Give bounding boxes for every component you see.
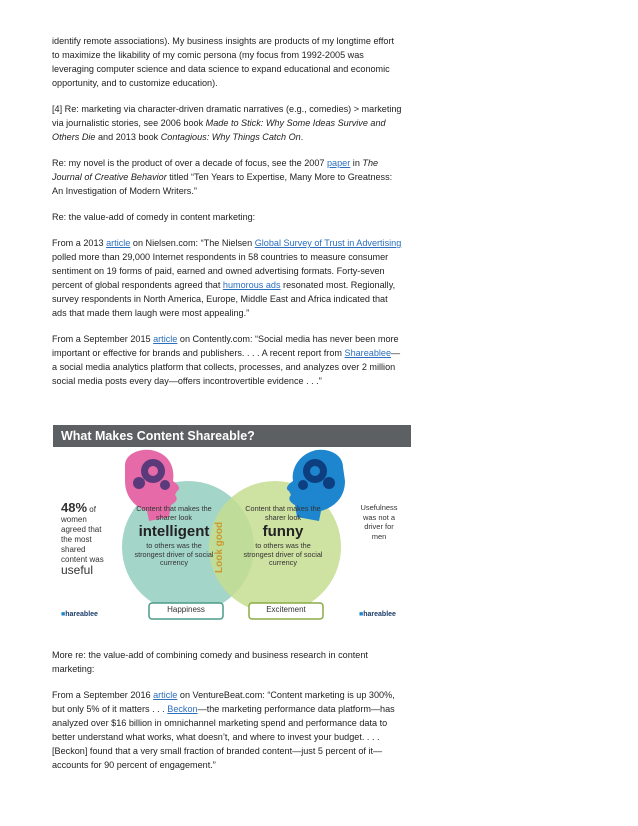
brand-logo-right xyxy=(359,611,396,618)
text: useful xyxy=(61,563,94,577)
text: Content that makes the sharer look xyxy=(136,504,212,522)
text: polled more than 29,000 Internet respondents in 58 countries to measure consumer sentiment on 19 forms of paid, earned and owned advertising formats. Forty-seven percent of global respondents agreed that xyxy=(52,252,389,290)
right-note xyxy=(349,503,409,541)
book-title-contagious: Contagious: Why Things Catch On xyxy=(160,132,301,142)
paragraph-more-value-add xyxy=(52,648,402,676)
journal-title: The Journal of Creative Behavior xyxy=(52,158,379,182)
text: and 2013 book xyxy=(95,132,161,142)
text: titled “Ten Years to Expertise, Many More to Greatness: An Investigation of Modern Writers.” xyxy=(52,172,393,196)
look-good-label: Look good xyxy=(214,521,225,573)
paragraph-text: identify remote associations). My business insights are products of my longtime effort to maximize the likability of my comic persona (my focus from 1992-2005 was leveraging computer science and data science to expand educational and economic opportunity, and to customize education). xyxy=(52,36,395,88)
shareable-content-infographic xyxy=(53,425,411,625)
infographic-title: What Makes Content Shareable? xyxy=(53,425,411,447)
text: . xyxy=(300,132,304,142)
brand-text: hareablee xyxy=(363,611,396,618)
brand-logo-left xyxy=(61,611,98,618)
text: —a social media analytics platform that collects, processes, and analyzes over 2 million social media posts every day—offers incontrovertible evidence . . .” xyxy=(52,348,401,386)
text: Re: my novel is the product of over a decade of focus, see the 2007 xyxy=(52,158,327,168)
text: From a 2013 xyxy=(52,238,107,248)
text: —the marketing performance data platform—has analyzed over $16 billion in omnichannel marketing spend and performance data to better understand what works, what doesn’t, and where to invest your budget. . . . [Beckon] found that a very small fraction of branded content—just 5 percent of it—accounts for 90 percent of engagement.” xyxy=(52,704,395,770)
nielsen-article-link[interactable]: article xyxy=(106,238,131,248)
right-circle-text xyxy=(241,505,325,568)
paragraph-remote-associations xyxy=(52,34,402,90)
brand-text: hareablee xyxy=(65,611,98,618)
paragraph-venturebeat xyxy=(52,688,402,772)
text: Content that makes the sharer look xyxy=(245,504,321,522)
global-survey-link[interactable]: Global Survey of Trust in Advertising xyxy=(254,238,402,248)
intelligent-label: intelligent xyxy=(138,523,210,540)
happiness-label: Happiness xyxy=(167,605,205,614)
paragraph-nielsen xyxy=(52,236,402,320)
document-body-continued xyxy=(52,648,402,784)
paper-link[interactable]: paper xyxy=(327,158,351,168)
excitement-label: Excitement xyxy=(266,605,306,614)
left-stat xyxy=(61,500,123,577)
text: Re: the value-add of comedy in content marketing: xyxy=(52,212,256,222)
text: shared xyxy=(61,545,86,554)
text: on Contently.com: “Social media has never been more important or effective for brands and publishers. . . . A recent report from xyxy=(52,334,399,358)
text: content was xyxy=(61,555,104,564)
text: From a September 2016 xyxy=(52,690,154,700)
left-circle-text xyxy=(133,505,215,568)
document-body xyxy=(52,34,402,400)
text: to others was the strongest driver of social currency xyxy=(134,541,214,567)
brand-mark-icon: ■ xyxy=(359,611,364,618)
text: More re: the value-add of combining comedy and business research in content marketing: xyxy=(52,650,368,674)
brand-mark-icon: ■ xyxy=(61,611,66,618)
stat-percent: 48% xyxy=(61,500,88,515)
text: on Nielsen.com: “The Nielsen xyxy=(130,238,255,248)
text: was not a xyxy=(362,512,396,522)
shareablee-link[interactable]: Shareablee xyxy=(344,348,392,358)
paragraph-novel xyxy=(52,156,402,198)
paragraph-contently xyxy=(52,332,402,388)
book-title-made-to-stick: Made to Stick: Why Some Ideas Survive and Others Die xyxy=(52,118,386,142)
text: driver for xyxy=(364,522,394,531)
text: resonated most. Regionally, survey respondents in North America, Europe, Middle East and Africa indicated that ads that made them laugh were most appealing.” xyxy=(52,280,396,318)
text: men xyxy=(371,531,387,541)
contently-article-link[interactable]: article xyxy=(153,334,178,344)
text: the most xyxy=(61,535,92,544)
text: agreed that xyxy=(61,525,102,534)
funny-label: funny xyxy=(262,523,304,540)
text: [4] Re: marketing via character-driven dramatic narratives (e.g., comedies) > marketing via journalistic stories, see 2006 book xyxy=(52,104,402,128)
text: women xyxy=(61,515,87,524)
humorous-ads-link[interactable]: humorous ads xyxy=(222,280,281,290)
paragraph-value-add xyxy=(52,210,402,224)
text: of xyxy=(89,505,96,514)
beckon-link[interactable]: Beckon xyxy=(167,704,198,714)
text: to others was the strongest driver of social currency xyxy=(243,541,323,567)
paragraph-footnote-4 xyxy=(52,102,402,144)
text: in xyxy=(350,158,363,168)
text: Usefulness xyxy=(360,503,398,512)
text: on VentureBeat.com: “Content marketing is up 300%, but only 5% of it matters . . . xyxy=(52,690,395,714)
text: From a September 2015 xyxy=(52,334,154,344)
venturebeat-article-link[interactable]: article xyxy=(153,690,178,700)
